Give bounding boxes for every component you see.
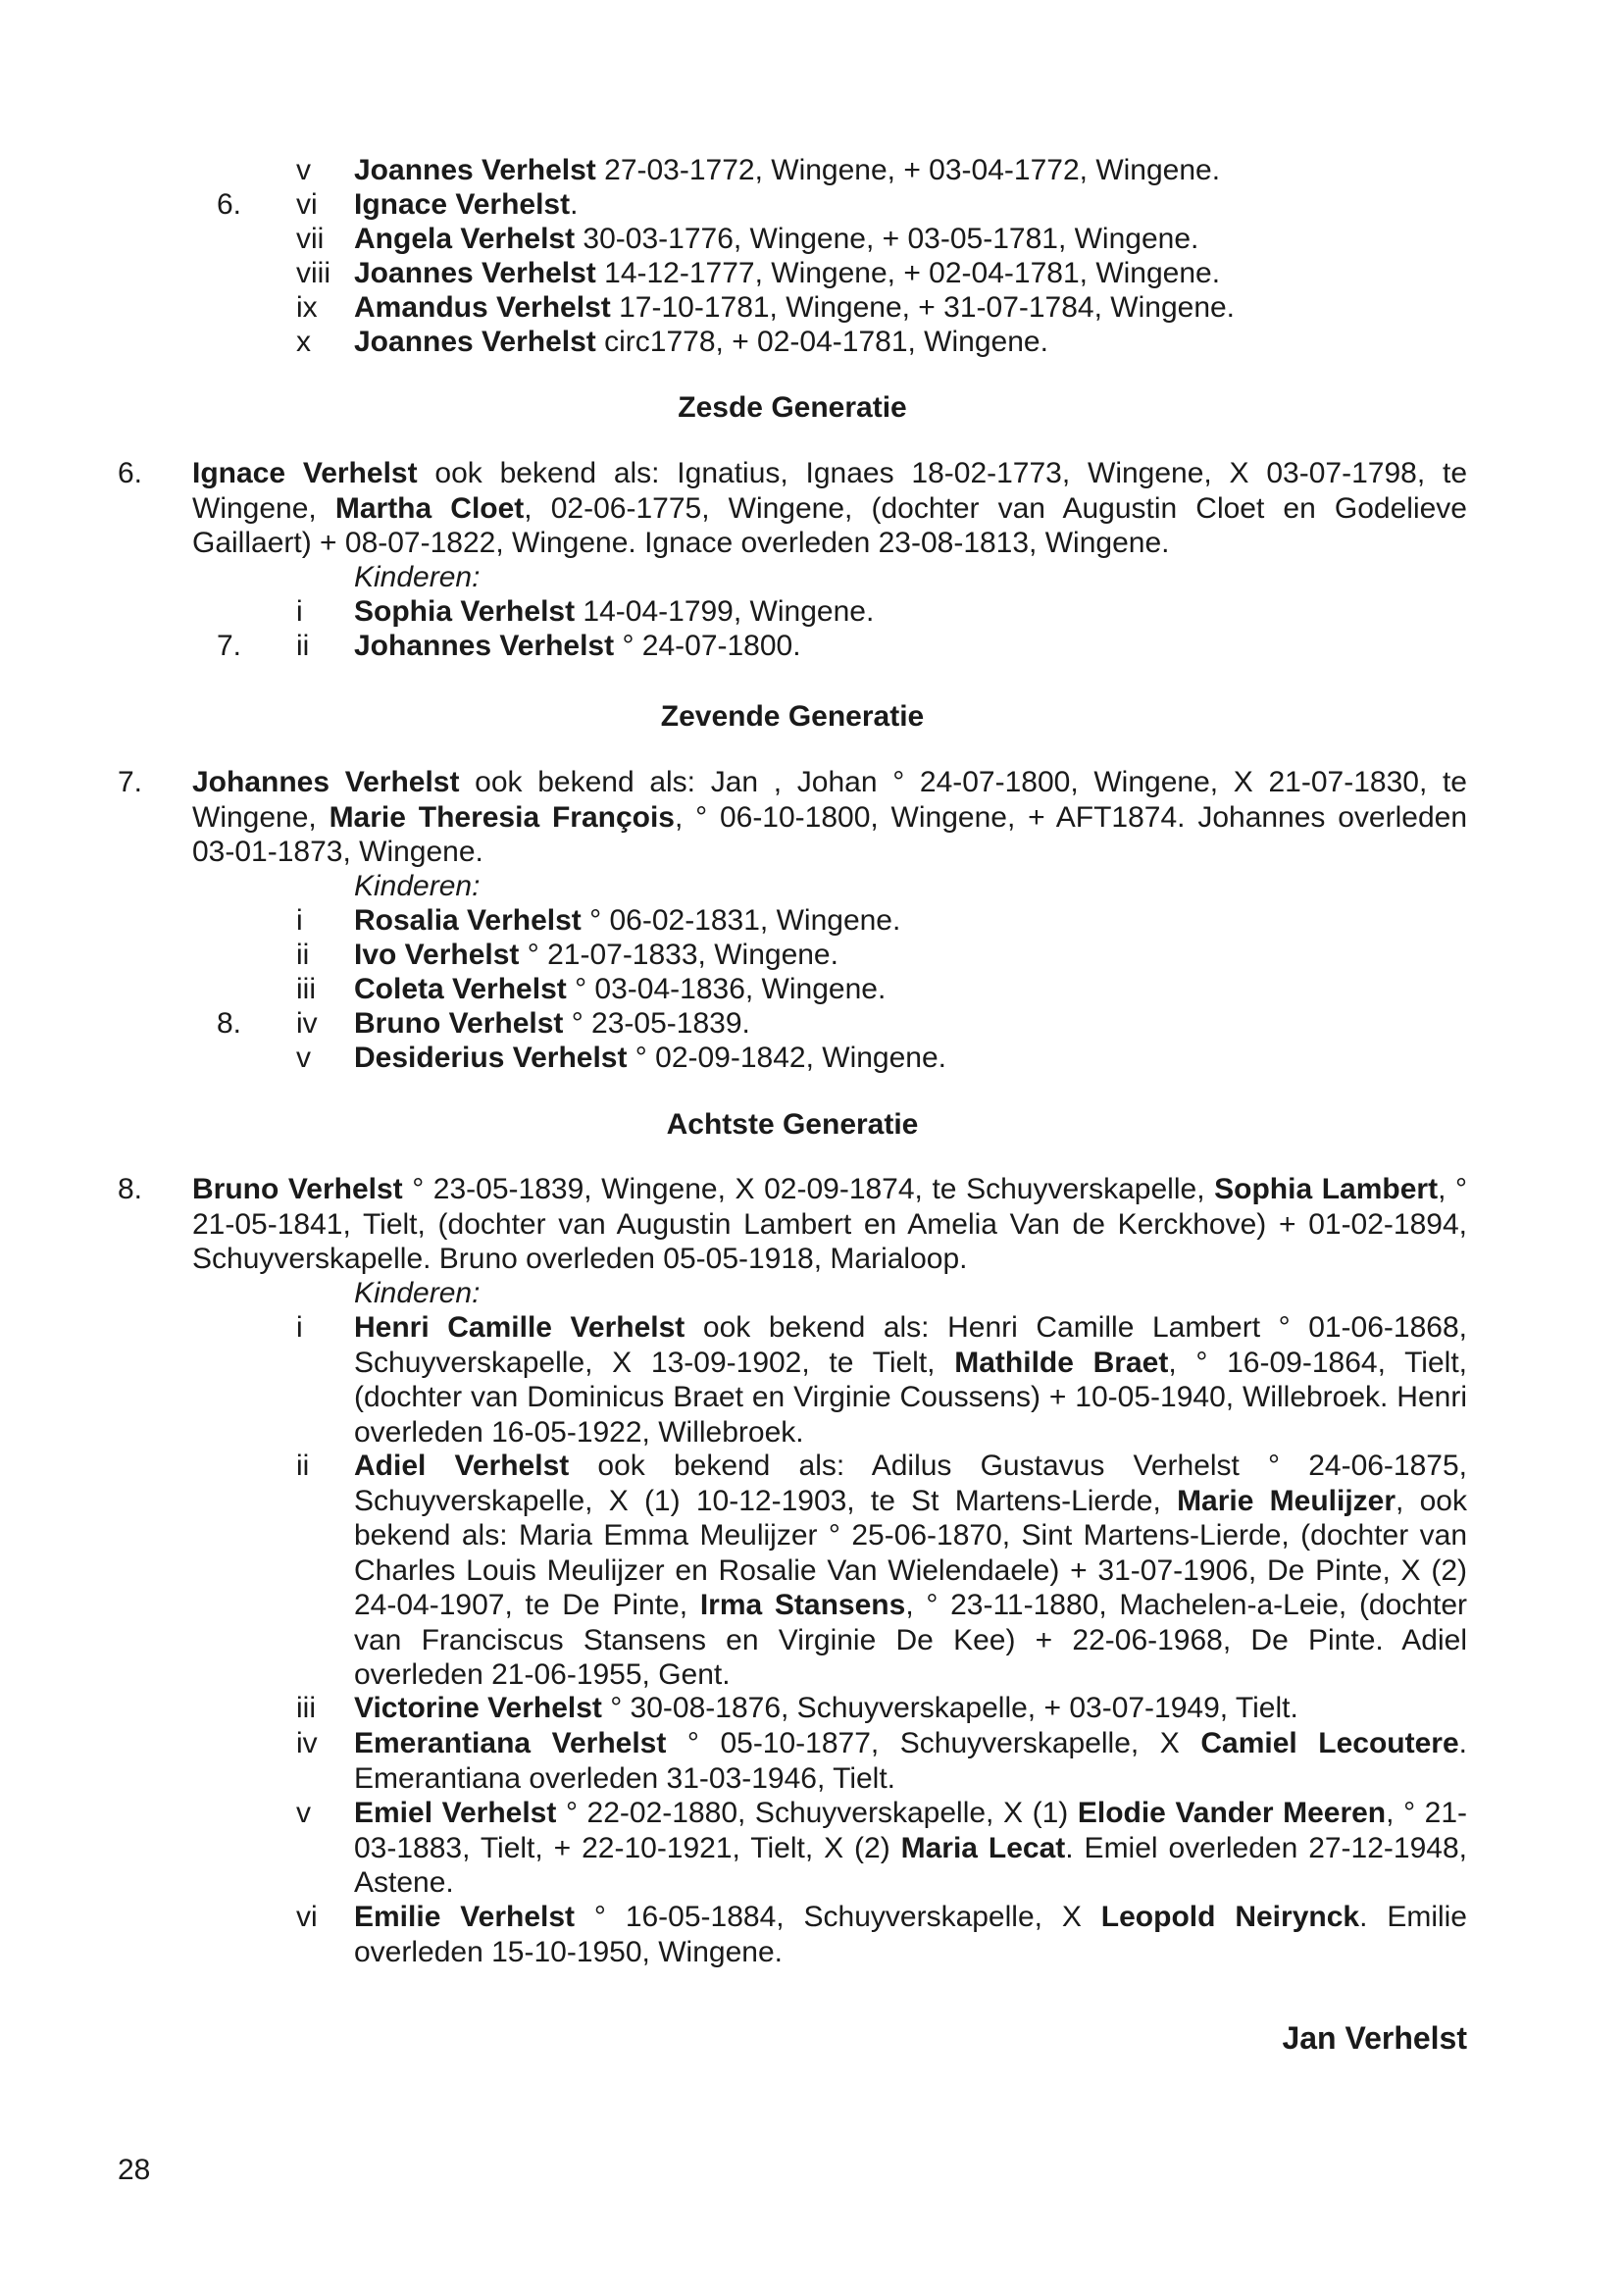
roman-index: v — [296, 154, 311, 186]
spouse-name: Sophia Lambert — [1214, 1173, 1439, 1205]
generation-number: 8. — [118, 1173, 143, 1205]
person-info: ° 02-09-1842, Wingene. — [627, 1042, 947, 1074]
person-name: Ignace Verhelst — [354, 188, 571, 221]
section-heading: Achtste Generatie — [666, 1108, 919, 1141]
person-info: . — [570, 188, 579, 221]
roman-index: v — [296, 1042, 311, 1074]
person-name: Bruno Verhelst — [354, 1007, 564, 1040]
author-signature: Jan Verhelst — [1282, 2020, 1467, 2056]
generation-number: 6. — [216, 188, 241, 221]
spouse-name: Camiel Lecoutere — [1200, 1727, 1459, 1759]
roman-index: vi — [296, 188, 318, 221]
roman-index: iii — [296, 973, 316, 1005]
person-info: 14-04-1799, Wingene. — [575, 595, 875, 628]
person-info: 17-10-1781, Wingene, + 31-07-1784, Wingene. — [610, 291, 1236, 324]
roman-index: iv — [296, 1007, 318, 1040]
person-name: Victorine Verhelst — [354, 1692, 602, 1724]
spouse-name: Mathilde Braet — [954, 1346, 1169, 1379]
person-name: Ivo Verhelst — [354, 939, 520, 971]
person-name: Sophia Verhelst — [354, 595, 576, 628]
person-name: Ignace Verhelst — [192, 457, 418, 489]
person-name: Angela Verhelst — [354, 223, 576, 255]
person-paragraph: Johannes Verhelst ook bekend als: Jan , Johan ° 24-07-1800, Wingene, X 21-07-1830, te Wingene, Marie Theresia François, ° 06-10-1800, Wingene, + AFT1874. Johannes overleden 03-01-1873, Wingene. — [192, 766, 1467, 868]
spouse-name: Marie Meulijzer — [1177, 1484, 1396, 1517]
person-name: Emilie Verhelst — [354, 1901, 576, 1933]
child-paragraph: Adiel Verhelst ook bekend als: Adilus Gustavus Verhelst ° 24-06-1875, Schuyverskapelle, X (1) 10-12-1903, te St Martens-Lierde, Marie Meulijzer, ook bekend als: Maria Emma Meulijzer ° 25-06-1870, Sint Martens-Lierde, (dochter van Charles Louis Meulijzer en Rosalie Van Wielendaele) + 31-07-1906, De Pinte, X (2) 24-04-1907, te De Pinte, Irma Stansens, ° 23-11-1880, Machelen-a-Leie, (dochter van Franciscus Stansens en Virginie De Kee) + 22-06-1968, De Pinte. Adiel overleden 21-06-1955, Gent. — [354, 1450, 1467, 1691]
roman-index: i — [296, 904, 303, 937]
person-info: ° 23-05-1839. — [563, 1007, 750, 1040]
person-info: ° 24-07-1800. — [614, 630, 801, 662]
roman-index: ii — [296, 630, 310, 662]
children-label: Kinderen: — [354, 561, 481, 593]
person-name: Coleta Verhelst — [354, 973, 567, 1005]
spouse-name: Marie Theresia François — [329, 800, 675, 834]
generation-number: 8. — [216, 1007, 241, 1040]
roman-index: iii — [296, 1692, 316, 1724]
person-paragraph: Ignace Verhelst ook bekend als: Ignatius, Ignaes 18-02-1773, Wingene, X 03-07-1798, te Wingene, Martha Cloet, 02-06-1775, Wingene, (dochter van Augustin Cloet en Godelieve Gaillaert) + 08-07-1822, Wingene. Ignace overleden 23-08-1813, Wingene. — [192, 457, 1467, 559]
roman-index: v — [296, 1797, 311, 1829]
person-info: 27-03-1772, Wingene, + 03-04-1772, Wingene. — [595, 154, 1221, 186]
spouse-name: Martha Cloet — [334, 491, 525, 525]
roman-index: i — [296, 595, 303, 628]
spouse-name: Maria Lecat — [900, 1831, 1066, 1864]
person-name: Adiel Verhelst — [354, 1450, 570, 1482]
person-info: ° 03-04-1836, Wingene. — [566, 973, 887, 1005]
person-name: Emerantiana Verhelst — [354, 1727, 667, 1759]
roman-index: vi — [296, 1901, 318, 1933]
person-info: 14-12-1777, Wingene, + 02-04-1781, Wingene. — [595, 257, 1221, 289]
person-name: Emiel Verhelst — [354, 1797, 557, 1829]
person-info: 30-03-1776, Wingene, + 03-05-1781, Wingene. — [575, 223, 1199, 255]
child-paragraph: Emilie Verhelst ° 16-05-1884, Schuyverskapelle, X Leopold Neirynck. Emilie overleden 15-10-1950, Wingene. — [354, 1901, 1467, 1968]
child-paragraph: Emerantiana Verhelst ° 05-10-1877, Schuyverskapelle, X Camiel Lecoutere. Emerantiana overleden 31-03-1946, Tielt. — [354, 1727, 1467, 1795]
roman-index: ii — [296, 939, 310, 971]
roman-index: ii — [296, 1450, 310, 1482]
roman-index: iv — [296, 1727, 318, 1759]
section-heading: Zesde Generatie — [678, 391, 907, 424]
children-label: Kinderen: — [354, 1277, 481, 1309]
spouse-name: Elodie Vander Meeren — [1077, 1797, 1387, 1829]
person-info: circ1778, + 02-04-1781, Wingene. — [595, 326, 1048, 358]
person-info: ° 21-07-1833, Wingene. — [519, 939, 838, 971]
generation-number: 6. — [118, 457, 143, 489]
roman-index: vii — [296, 223, 325, 255]
person-name: Desiderius Verhelst — [354, 1042, 628, 1074]
person-paragraph: Bruno Verhelst ° 23-05-1839, Wingene, X 02-09-1874, te Schuyverskapelle, Sophia Lambert, ° 21-05-1841, Tielt, (dochter van Augustin Lambert en Amelia Van de Kerckhove) + 01-02-1894, Schuyverskapelle. Bruno overleden 05-05-1918, Marialoop. — [192, 1173, 1467, 1275]
generation-number: 7. — [216, 630, 241, 662]
generation-number: 7. — [118, 766, 143, 798]
person-name: Joannes Verhelst — [354, 326, 596, 358]
spouse-name: Leopold Neirynck — [1100, 1901, 1360, 1933]
roman-index: x — [296, 326, 311, 358]
child-paragraph: Emiel Verhelst ° 22-02-1880, Schuyverskapelle, X (1) Elodie Vander Meeren, ° 21-03-1883, Tielt, + 22-10-1921, Tielt, X (2) Maria Lecat. Emiel overleden 27-12-1948, Astene. — [354, 1797, 1468, 1899]
children-label: Kinderen: — [354, 870, 481, 902]
roman-index: viii — [296, 257, 330, 289]
person-name: Rosalia Verhelst — [354, 904, 582, 937]
person-name: Bruno Verhelst — [192, 1173, 403, 1205]
person-name: Henri Camille Verhelst — [354, 1311, 685, 1344]
spouse-name: Irma Stansens — [699, 1589, 906, 1621]
child-paragraph: Henri Camille Verhelst ook bekend als: Henri Camille Lambert ° 01-06-1868, Schuyverskapelle, X 13-09-1902, te Tielt, Mathilde Braet, ° 16-09-1864, Tielt, (dochter van Dominicus Braet en Virginie Coussens) + 10-05-1940, Willebroek. Henri overleden 16-05-1922, Willebroek. — [354, 1311, 1467, 1449]
person-name: Amandus Verhelst — [354, 291, 611, 324]
person-info: ° 06-02-1831, Wingene. — [581, 904, 901, 937]
roman-index: i — [296, 1311, 303, 1344]
child-paragraph: Victorine Verhelst ° 30-08-1876, Schuyverskapelle, + 03-07-1949, Tielt. — [354, 1692, 1298, 1724]
person-name: Johannes Verhelst — [192, 766, 460, 798]
roman-index: ix — [296, 291, 318, 324]
person-name: Joannes Verhelst — [354, 257, 596, 289]
section-heading: Zevende Generatie — [660, 700, 925, 733]
person-name: Johannes Verhelst — [354, 630, 615, 662]
person-name: Joannes Verhelst — [354, 154, 596, 186]
page-number: 28 — [118, 2154, 151, 2186]
